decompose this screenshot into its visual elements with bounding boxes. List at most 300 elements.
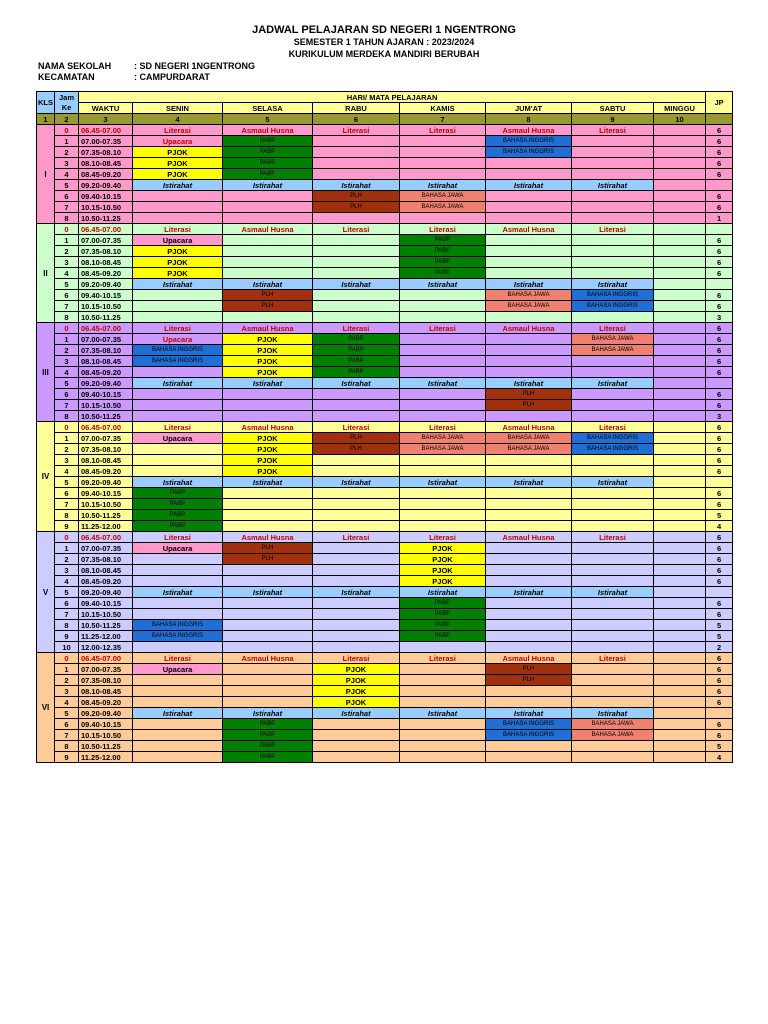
subject-cell xyxy=(654,477,706,488)
subject-cell: Istirahat xyxy=(313,378,400,389)
subject-cell xyxy=(133,730,223,741)
table-row xyxy=(37,422,733,433)
subject-cell: PABP xyxy=(400,609,486,620)
subject-cell: PABP xyxy=(313,356,400,367)
table-row xyxy=(37,147,733,158)
subject-cell: Istirahat xyxy=(400,708,486,719)
waktu-cell: 07.35-08.10 xyxy=(79,675,133,686)
table-row xyxy=(37,279,733,290)
subject-cell: PABP xyxy=(313,345,400,356)
jp-cell: 6 xyxy=(706,697,733,708)
subject-cell xyxy=(486,455,572,466)
table-row xyxy=(37,378,733,389)
subject-cell xyxy=(654,213,706,224)
jp-cell: 3 xyxy=(706,312,733,323)
header-number: 1 xyxy=(37,114,55,125)
waktu-cell: 09.20-09.40 xyxy=(79,587,133,598)
table-row xyxy=(37,334,733,345)
waktu-cell: 06.45-07.00 xyxy=(79,125,133,136)
subject-cell xyxy=(654,609,706,620)
subject-cell xyxy=(313,235,400,246)
jam-cell: 0 xyxy=(55,323,79,334)
jp-cell xyxy=(706,708,733,719)
subject-cell: Istirahat xyxy=(400,180,486,191)
subject-cell: Literasi xyxy=(572,224,654,235)
table-row xyxy=(37,400,733,411)
jp-cell: 6 xyxy=(706,323,733,334)
subject-cell: BAHASA JAWA xyxy=(400,444,486,455)
jp-cell: 6 xyxy=(706,136,733,147)
header-days-row xyxy=(37,103,733,114)
jam-cell: 0 xyxy=(55,653,79,664)
waktu-cell: 10.15-10.50 xyxy=(79,730,133,741)
subject-cell xyxy=(486,367,572,378)
subject-cell xyxy=(133,554,223,565)
jp-cell: 6 xyxy=(706,268,733,279)
subject-cell: Literasi xyxy=(313,532,400,543)
waktu-cell: 09.20-09.40 xyxy=(79,180,133,191)
header-number: 3 xyxy=(79,114,133,125)
subject-cell xyxy=(133,642,223,653)
subject-cell: PABP xyxy=(223,136,313,147)
jam-cell: 2 xyxy=(55,147,79,158)
subject-cell: PLH xyxy=(313,444,400,455)
subject-cell: Asmaul Husna xyxy=(223,125,313,136)
subject-cell: Literasi xyxy=(400,125,486,136)
subject-cell: Istirahat xyxy=(486,477,572,488)
jp-cell: 6 xyxy=(706,147,733,158)
jp-cell: 6 xyxy=(706,301,733,312)
class-label: I xyxy=(37,125,55,224)
subject-cell xyxy=(654,312,706,323)
header-day-rabu: RABU xyxy=(313,103,400,114)
table-row xyxy=(37,488,733,499)
subject-cell xyxy=(654,565,706,576)
header-number: 9 xyxy=(572,114,654,125)
table-row xyxy=(37,587,733,598)
jam-cell: 0 xyxy=(55,532,79,543)
table-row xyxy=(37,521,733,532)
subject-cell: Istirahat xyxy=(223,180,313,191)
subject-cell: PJOK xyxy=(400,576,486,587)
subject-cell xyxy=(133,609,223,620)
subject-cell xyxy=(654,345,706,356)
subject-cell xyxy=(313,576,400,587)
header-row-1 xyxy=(37,92,733,103)
subject-cell: PJOK xyxy=(223,367,313,378)
waktu-cell: 11.25-12.00 xyxy=(79,631,133,642)
table-row xyxy=(37,719,733,730)
subject-cell: BAHASA INGGRIS xyxy=(572,301,654,312)
subject-cell xyxy=(572,741,654,752)
subject-cell: Istirahat xyxy=(572,378,654,389)
subject-cell xyxy=(400,741,486,752)
waktu-cell: 11.25-12.00 xyxy=(79,521,133,532)
jam-cell: 1 xyxy=(55,543,79,554)
subject-cell xyxy=(133,697,223,708)
subject-cell xyxy=(572,609,654,620)
jam-cell: 7 xyxy=(55,400,79,411)
subject-cell: BAHASA INGGRIS xyxy=(133,345,223,356)
subject-cell: BAHASA JAWA xyxy=(400,191,486,202)
subject-cell xyxy=(313,499,400,510)
subject-cell xyxy=(572,257,654,268)
subject-cell xyxy=(654,631,706,642)
jam-cell: 6 xyxy=(55,719,79,730)
jp-cell: 5 xyxy=(706,620,733,631)
subject-cell xyxy=(133,444,223,455)
subject-cell xyxy=(572,620,654,631)
jam-cell: 5 xyxy=(55,279,79,290)
jp-cell: 6 xyxy=(706,235,733,246)
subject-cell xyxy=(654,367,706,378)
subject-cell: BAHASA INGGRIS xyxy=(486,136,572,147)
subject-cell xyxy=(313,741,400,752)
subject-cell xyxy=(133,455,223,466)
subject-cell xyxy=(654,422,706,433)
subject-cell xyxy=(572,686,654,697)
subject-cell: PLH xyxy=(223,301,313,312)
subject-cell xyxy=(400,521,486,532)
jam-cell: 5 xyxy=(55,587,79,598)
subject-cell: BAHASA JAWA xyxy=(572,345,654,356)
jam-cell: 1 xyxy=(55,334,79,345)
subject-cell: PJOK xyxy=(223,345,313,356)
subject-cell: Literasi xyxy=(400,532,486,543)
waktu-cell: 08.45-09.20 xyxy=(79,268,133,279)
class-label: IV xyxy=(37,422,55,532)
subject-cell: Istirahat xyxy=(486,378,572,389)
jp-cell: 6 xyxy=(706,488,733,499)
table-row xyxy=(37,730,733,741)
subject-cell xyxy=(486,752,572,763)
subject-cell: PLH xyxy=(486,664,572,675)
subject-cell xyxy=(572,697,654,708)
subject-cell: Asmaul Husna xyxy=(486,653,572,664)
subject-cell xyxy=(133,411,223,422)
subject-cell xyxy=(400,345,486,356)
subject-cell: Literasi xyxy=(133,422,223,433)
subject-cell: PABP xyxy=(400,246,486,257)
subject-cell: Literasi xyxy=(572,532,654,543)
subject-cell xyxy=(400,334,486,345)
subject-cell xyxy=(133,719,223,730)
table-row xyxy=(37,191,733,202)
table-row xyxy=(37,180,733,191)
subject-cell xyxy=(400,752,486,763)
subject-cell xyxy=(400,158,486,169)
subject-cell: PLH xyxy=(223,290,313,301)
subject-cell xyxy=(400,136,486,147)
waktu-cell: 08.45-09.20 xyxy=(79,576,133,587)
subject-cell xyxy=(654,279,706,290)
subject-cell xyxy=(486,697,572,708)
subject-cell: PABP xyxy=(133,521,223,532)
subject-cell: Istirahat xyxy=(572,477,654,488)
subject-cell: PLH xyxy=(313,202,400,213)
subject-cell xyxy=(313,642,400,653)
subject-cell: Asmaul Husna xyxy=(486,125,572,136)
subject-cell xyxy=(572,158,654,169)
subject-cell: PJOK xyxy=(223,356,313,367)
header-number: 4 xyxy=(133,114,223,125)
class-label: II xyxy=(37,224,55,323)
subject-cell: Istirahat xyxy=(572,587,654,598)
subject-cell: Literasi xyxy=(133,653,223,664)
subject-cell xyxy=(223,246,313,257)
jp-cell: 6 xyxy=(706,334,733,345)
subject-cell: Literasi xyxy=(133,224,223,235)
subject-cell xyxy=(400,675,486,686)
subject-cell: Literasi xyxy=(572,323,654,334)
jp-cell: 6 xyxy=(706,158,733,169)
subject-cell: Literasi xyxy=(572,422,654,433)
table-row xyxy=(37,664,733,675)
table-row xyxy=(37,576,733,587)
jp-cell: 6 xyxy=(706,191,733,202)
subject-cell xyxy=(486,576,572,587)
subject-cell: BAHASA JAWA xyxy=(486,433,572,444)
subject-cell: BAHASA JAWA xyxy=(572,730,654,741)
subject-cell xyxy=(654,191,706,202)
subject-cell xyxy=(572,147,654,158)
table-row xyxy=(37,323,733,334)
subject-cell: Istirahat xyxy=(133,279,223,290)
table-row xyxy=(37,620,733,631)
jam-cell: 8 xyxy=(55,620,79,631)
subject-cell xyxy=(400,400,486,411)
jp-cell: 6 xyxy=(706,664,733,675)
jam-cell: 6 xyxy=(55,191,79,202)
subject-cell: Asmaul Husna xyxy=(223,323,313,334)
subject-cell xyxy=(654,235,706,246)
subject-cell xyxy=(486,466,572,477)
subject-cell xyxy=(313,719,400,730)
subject-cell xyxy=(486,565,572,576)
subject-cell xyxy=(313,620,400,631)
subject-cell xyxy=(223,510,313,521)
subject-cell xyxy=(313,246,400,257)
jp-cell: 6 xyxy=(706,422,733,433)
subject-cell: PABP xyxy=(133,499,223,510)
subject-cell xyxy=(572,499,654,510)
waktu-cell: 10.15-10.50 xyxy=(79,202,133,213)
subject-cell: PJOK xyxy=(223,455,313,466)
subject-cell xyxy=(654,510,706,521)
table-row xyxy=(37,312,733,323)
subject-cell xyxy=(313,598,400,609)
subject-cell: BAHASA JAWA xyxy=(572,719,654,730)
subject-cell xyxy=(486,191,572,202)
subject-cell xyxy=(654,158,706,169)
subject-cell: PLH xyxy=(313,191,400,202)
waktu-cell: 10.15-10.50 xyxy=(79,301,133,312)
waktu-cell: 12.00-12.35 xyxy=(79,642,133,653)
subject-cell xyxy=(223,499,313,510)
subject-cell xyxy=(654,686,706,697)
subject-cell: Upacara xyxy=(133,136,223,147)
subject-cell xyxy=(223,697,313,708)
subject-cell xyxy=(486,202,572,213)
table-row xyxy=(37,697,733,708)
subject-cell: BAHASA JAWA xyxy=(572,334,654,345)
subject-cell xyxy=(654,444,706,455)
document-titles xyxy=(0,24,768,60)
subject-cell: BAHASA JAWA xyxy=(486,290,572,301)
waktu-cell: 06.45-07.00 xyxy=(79,323,133,334)
subject-cell xyxy=(572,543,654,554)
subject-cell xyxy=(654,532,706,543)
subject-cell xyxy=(400,510,486,521)
waktu-cell: 08.45-09.20 xyxy=(79,466,133,477)
subject-cell xyxy=(313,389,400,400)
subject-cell xyxy=(313,510,400,521)
subject-cell xyxy=(654,697,706,708)
jp-cell: 6 xyxy=(706,356,733,367)
jam-cell: 7 xyxy=(55,730,79,741)
header-day-sabtu: SABTU xyxy=(572,103,654,114)
subject-cell xyxy=(313,466,400,477)
jam-cell: 2 xyxy=(55,675,79,686)
subject-cell xyxy=(654,433,706,444)
subject-cell xyxy=(400,642,486,653)
waktu-cell: 08.10-08.45 xyxy=(79,257,133,268)
jam-cell: 4 xyxy=(55,169,79,180)
jp-cell: 6 xyxy=(706,598,733,609)
subject-cell xyxy=(654,389,706,400)
subject-cell xyxy=(654,400,706,411)
waktu-cell: 10.50-11.25 xyxy=(79,510,133,521)
subject-cell xyxy=(223,257,313,268)
table-row xyxy=(37,543,733,554)
waktu-cell: 09.40-10.15 xyxy=(79,389,133,400)
table-row xyxy=(37,741,733,752)
waktu-cell: 08.10-08.45 xyxy=(79,686,133,697)
doc-title: JADWAL PELAJARAN SD NEGERI 1 NGENTRONG xyxy=(252,24,516,36)
jam-cell: 7 xyxy=(55,499,79,510)
waktu-cell: 08.10-08.45 xyxy=(79,356,133,367)
jam-cell: 3 xyxy=(55,686,79,697)
waktu-cell: 07.35-08.10 xyxy=(79,147,133,158)
subject-cell xyxy=(400,697,486,708)
jam-cell: 0 xyxy=(55,224,79,235)
header-hari: HARI/ MATA PELAJARAN xyxy=(79,92,706,103)
header-number: 6 xyxy=(313,114,400,125)
subject-cell xyxy=(313,554,400,565)
jp-cell: 6 xyxy=(706,290,733,301)
subject-cell xyxy=(133,466,223,477)
waktu-cell: 06.45-07.00 xyxy=(79,532,133,543)
subject-cell xyxy=(654,257,706,268)
subject-cell: Literasi xyxy=(133,125,223,136)
subject-cell xyxy=(313,455,400,466)
subject-cell xyxy=(400,312,486,323)
subject-cell xyxy=(486,411,572,422)
waktu-cell: 10.50-11.25 xyxy=(79,411,133,422)
subject-cell xyxy=(486,499,572,510)
subject-cell xyxy=(400,169,486,180)
subject-cell xyxy=(572,631,654,642)
jam-cell: 6 xyxy=(55,389,79,400)
subject-cell xyxy=(313,213,400,224)
waktu-cell: 10.50-11.25 xyxy=(79,213,133,224)
subject-cell xyxy=(486,631,572,642)
jam-cell: 8 xyxy=(55,741,79,752)
jam-cell: 7 xyxy=(55,301,79,312)
jp-cell: 6 xyxy=(706,554,733,565)
subject-cell: Literasi xyxy=(400,224,486,235)
subject-cell xyxy=(572,246,654,257)
subject-cell: PJOK xyxy=(133,246,223,257)
subject-cell: Istirahat xyxy=(223,378,313,389)
subject-cell xyxy=(654,752,706,763)
subject-cell xyxy=(133,741,223,752)
jam-cell: 8 xyxy=(55,510,79,521)
subject-cell xyxy=(313,488,400,499)
jp-cell: 6 xyxy=(706,433,733,444)
subject-cell: PABP xyxy=(223,147,313,158)
jp-cell: 6 xyxy=(706,345,733,356)
subject-cell xyxy=(313,543,400,554)
subject-cell: Literasi xyxy=(133,532,223,543)
subject-cell xyxy=(133,213,223,224)
table-row xyxy=(37,345,733,356)
table-row xyxy=(37,301,733,312)
subject-cell xyxy=(654,323,706,334)
schedule-table xyxy=(36,91,733,763)
jam-cell: 4 xyxy=(55,697,79,708)
subject-cell xyxy=(133,389,223,400)
waktu-cell: 07.00-07.35 xyxy=(79,334,133,345)
subject-cell xyxy=(486,312,572,323)
jp-cell: 6 xyxy=(706,367,733,378)
subject-cell: Upacara xyxy=(133,543,223,554)
jam-cell: 0 xyxy=(55,125,79,136)
waktu-cell: 09.40-10.15 xyxy=(79,290,133,301)
subject-cell xyxy=(400,389,486,400)
header-numbers-row xyxy=(37,114,733,125)
subject-cell xyxy=(486,543,572,554)
subject-cell xyxy=(486,488,572,499)
subject-cell xyxy=(400,730,486,741)
subject-cell xyxy=(133,191,223,202)
jp-cell: 6 xyxy=(706,576,733,587)
subject-cell xyxy=(486,609,572,620)
jp-cell: 5 xyxy=(706,631,733,642)
subject-cell xyxy=(313,312,400,323)
subject-cell xyxy=(223,686,313,697)
subject-cell xyxy=(133,576,223,587)
subject-cell xyxy=(486,169,572,180)
subject-cell xyxy=(654,719,706,730)
subject-cell: Istirahat xyxy=(133,477,223,488)
subject-cell xyxy=(654,730,706,741)
jam-cell: 3 xyxy=(55,356,79,367)
jam-cell: 5 xyxy=(55,708,79,719)
subject-cell: PABP xyxy=(223,741,313,752)
header-jam: Jam Ke xyxy=(55,92,79,114)
header-number: 8 xyxy=(486,114,572,125)
school-name-label: NAMA SEKOLAH xyxy=(38,61,112,71)
subject-cell xyxy=(400,686,486,697)
subject-cell: Literasi xyxy=(313,323,400,334)
subject-cell: Literasi xyxy=(133,323,223,334)
jam-cell: 3 xyxy=(55,257,79,268)
subject-cell xyxy=(223,202,313,213)
waktu-cell: 08.45-09.20 xyxy=(79,367,133,378)
waktu-cell: 08.45-09.20 xyxy=(79,697,133,708)
table-row xyxy=(37,169,733,180)
